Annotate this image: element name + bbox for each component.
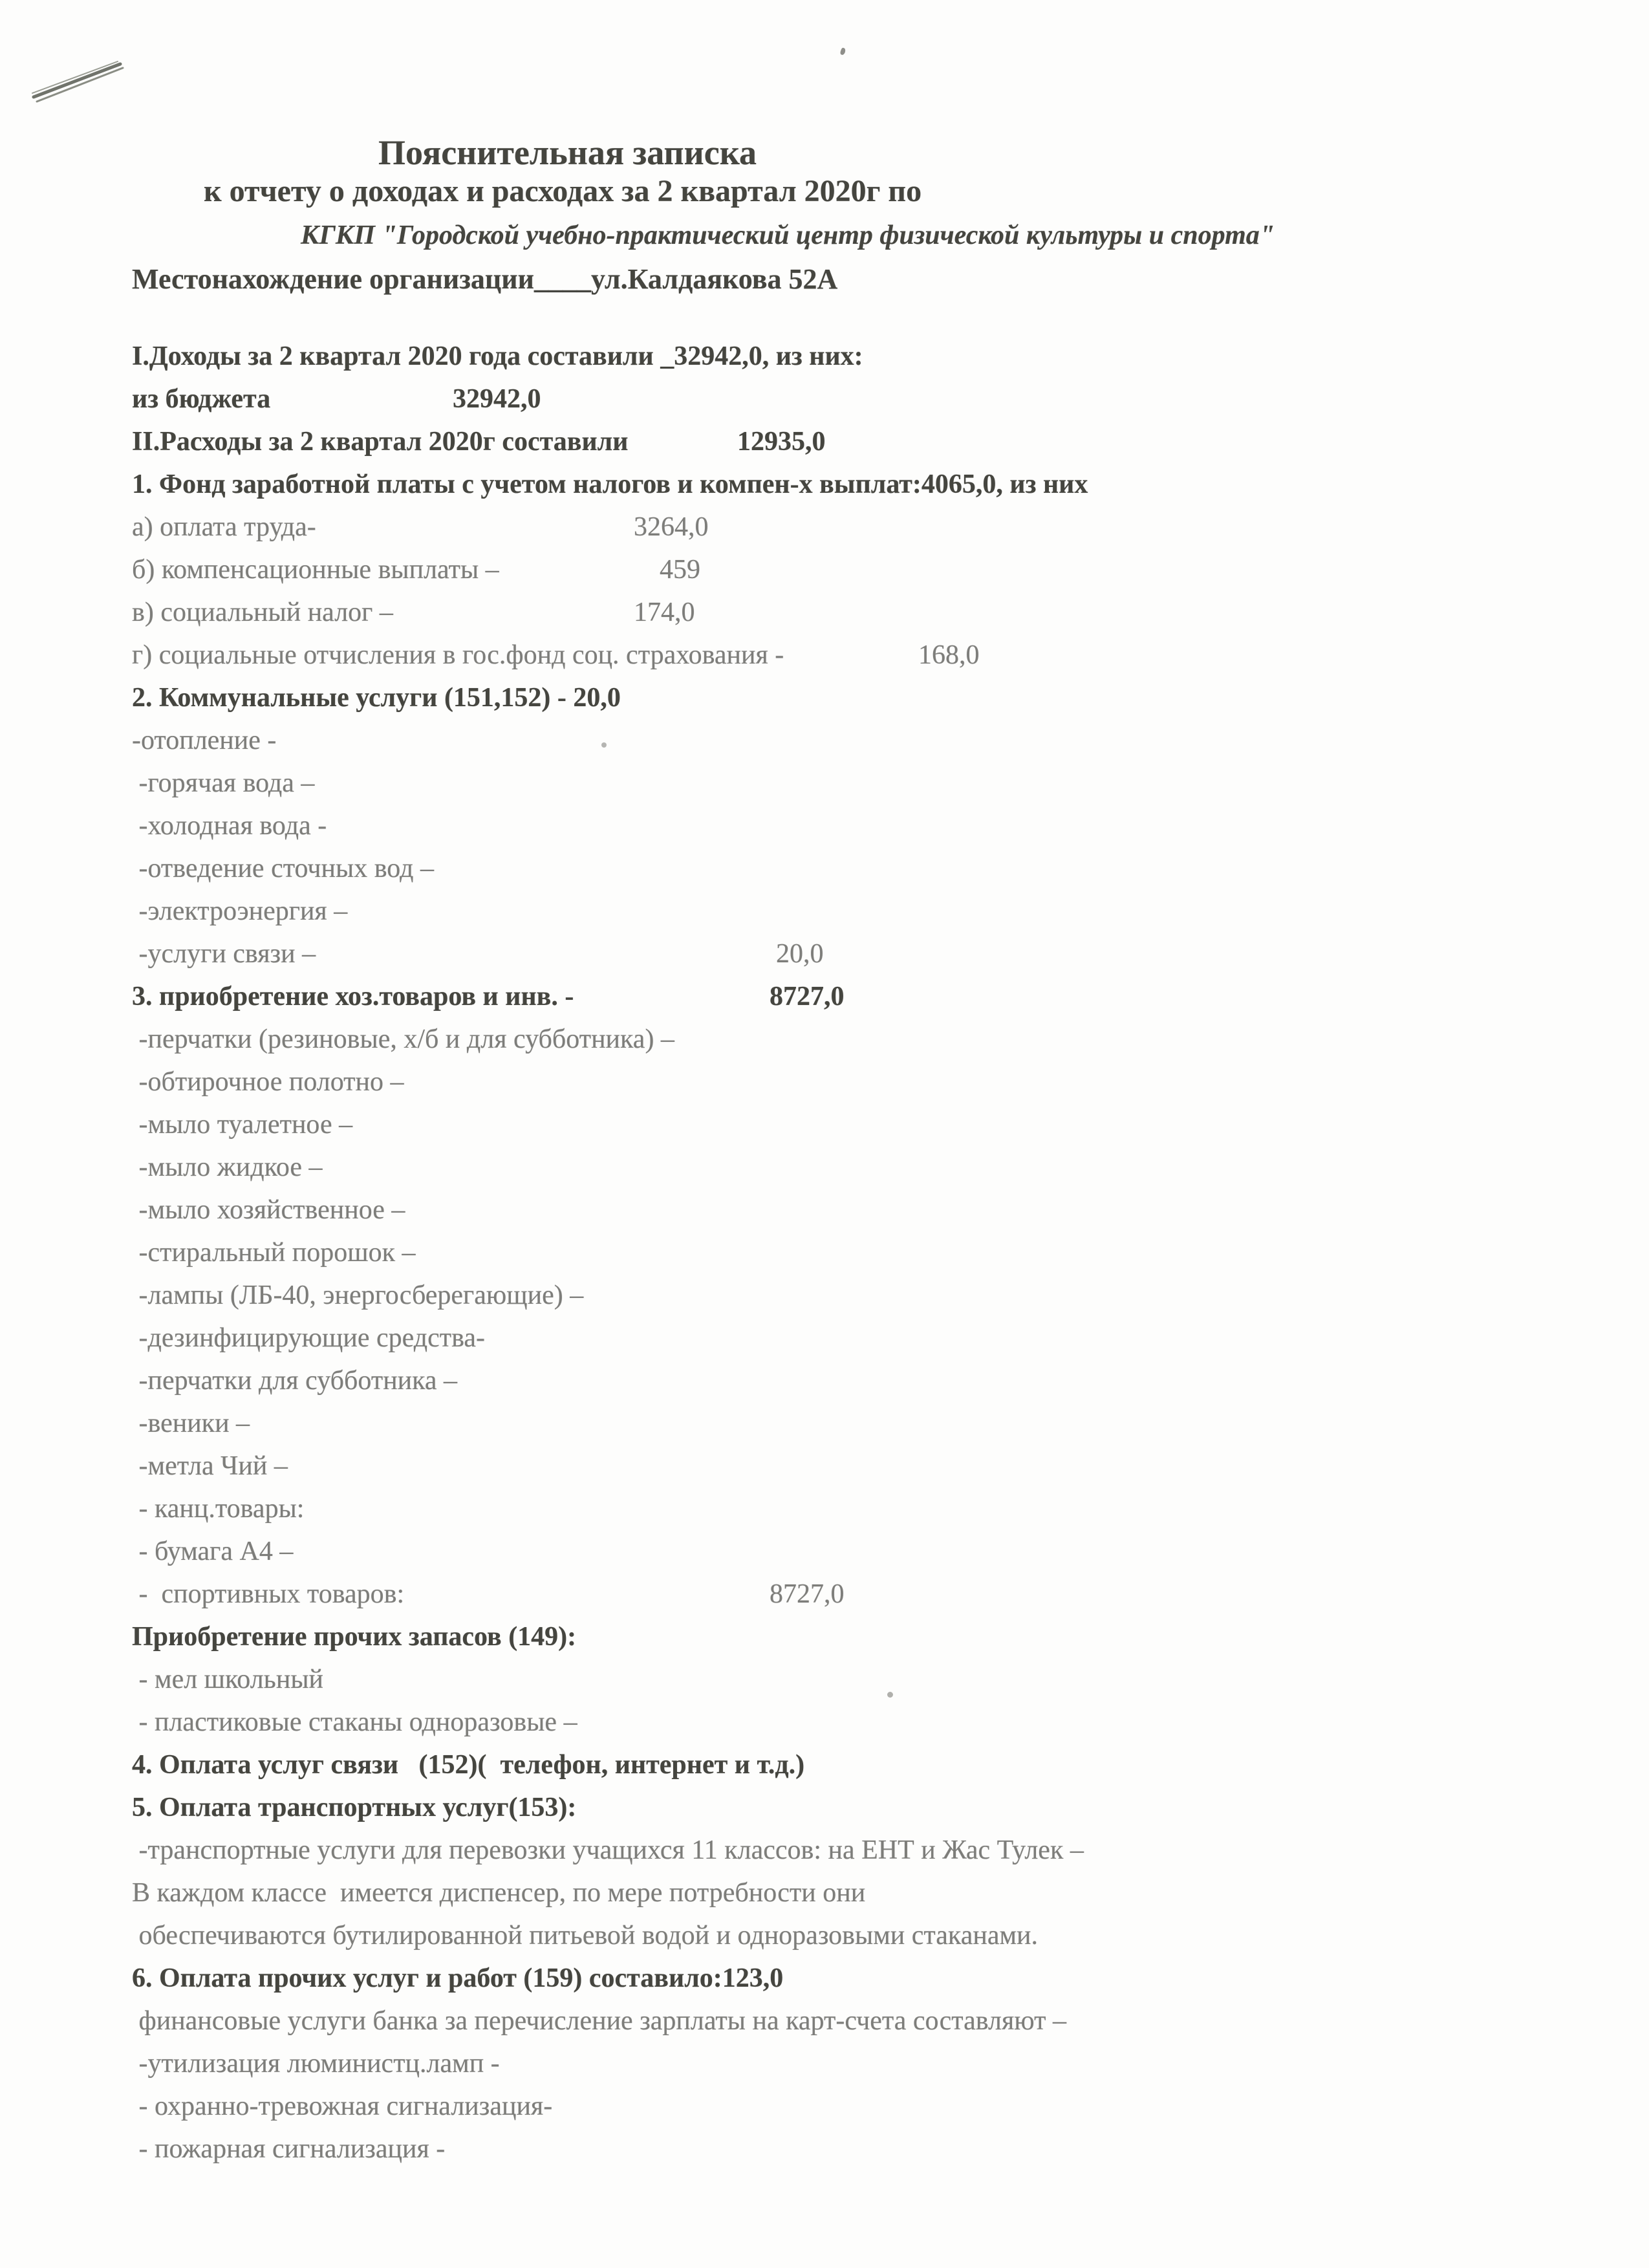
document-line xyxy=(0,1402,1649,1445)
document-line xyxy=(0,1061,1649,1103)
line-text: -перчатки для субботника – xyxy=(132,1366,458,1396)
document-line xyxy=(0,1189,1649,1231)
document-line xyxy=(0,847,1649,890)
line-text: -мыло туалетное – xyxy=(132,1110,353,1139)
line-text: -услуги связи – xyxy=(132,939,316,969)
line-text: - мел школьный xyxy=(132,1665,324,1694)
line-value: 174,0 xyxy=(634,598,695,627)
line-text: 1. Фонд заработной платы с учетом налогов и компен-х выплат:4065,0, из них xyxy=(132,470,1088,499)
line-text: -веники – xyxy=(132,1409,250,1438)
line-text: 3. приобретение хоз.товаров и инв. - xyxy=(132,982,574,1011)
line-text: 4. Оплата услуг связи (152)( телефон, интернет и т.д.) xyxy=(132,1750,805,1780)
line-text: -перчатки (резиновые, х/б и для субботника) – xyxy=(132,1024,674,1054)
line-text: В каждом классе имеется диспенсер, по мере потребности они xyxy=(132,1878,866,1908)
document-title: Пояснительная записка xyxy=(378,133,757,172)
document-line xyxy=(0,1701,1649,1744)
line-text: г) социальные отчисления в гос.фонд соц. страхования - xyxy=(132,640,784,670)
document-line xyxy=(0,1573,1649,1615)
line-text: -лампы (ЛБ-40, энергосберегающие) – xyxy=(132,1280,584,1310)
line-text: -мыло жидкое – xyxy=(132,1152,323,1182)
line-text: из бюджета xyxy=(132,384,271,414)
document-line xyxy=(0,1914,1649,1957)
document-line xyxy=(0,719,1649,762)
document-line xyxy=(0,1872,1649,1914)
line-value: 3264,0 xyxy=(634,512,709,542)
line-text: 2. Коммунальные услуги (151,152) - 20,0 xyxy=(132,683,621,713)
document-line xyxy=(0,378,1649,420)
line-text: 6. Оплата прочих услуг и работ (159) составило:123,0 xyxy=(132,1963,784,1993)
document-line xyxy=(0,1786,1649,1829)
document-line xyxy=(0,1658,1649,1701)
line-text: финансовые услуги банка за перечисление зарплаты на карт-счета составляют – xyxy=(132,2006,1066,2036)
document-line xyxy=(0,1487,1649,1530)
document-line xyxy=(0,805,1649,847)
document-line xyxy=(0,890,1649,933)
document-line xyxy=(0,2042,1649,2085)
document-line xyxy=(0,2085,1649,2128)
line-text: -горячая вода – xyxy=(132,768,315,798)
document-line xyxy=(0,1957,1649,2000)
line-value: 32942,0 xyxy=(453,384,541,414)
line-value: 20,0 xyxy=(776,939,824,969)
document-line xyxy=(0,335,1649,378)
line-value: 168,0 xyxy=(918,640,980,670)
line-text: обеспечиваются бутилированной питьевой водой и одноразовыми стаканами. xyxy=(132,1921,1039,1950)
line-value: 8727,0 xyxy=(770,1579,845,1609)
line-text: б) компенсационные выплаты – xyxy=(132,555,499,585)
document-line xyxy=(0,1530,1649,1573)
line-text: -мыло хозяйственное – xyxy=(132,1195,405,1225)
document-line xyxy=(0,591,1649,634)
document-line xyxy=(0,1274,1649,1317)
document-line xyxy=(0,1018,1649,1061)
line-text: в) социальный налог – xyxy=(132,598,393,627)
document-line xyxy=(0,933,1649,975)
scan-speck xyxy=(839,47,846,56)
document-line xyxy=(0,1146,1649,1189)
line-value: 459 xyxy=(660,555,700,585)
line-text: -транспортные услуги для перевозки учащихся 11 классов: на ЕНТ и Жас Тулек – xyxy=(132,1835,1084,1865)
line-text: II.Расходы за 2 квартал 2020г составили xyxy=(132,427,629,457)
document-line xyxy=(0,975,1649,1018)
line-text: -отопление - xyxy=(132,726,277,755)
document-line xyxy=(0,1359,1649,1402)
line-text: -обтирочное полотно – xyxy=(132,1067,404,1097)
line-text: -электроэнергия – xyxy=(132,896,348,926)
line-text: - канц.товары: xyxy=(132,1494,305,1524)
line-text: -стиральный порошок – xyxy=(132,1238,416,1268)
line-text: Приобретение прочих запасов (149): xyxy=(132,1622,577,1652)
document-line xyxy=(0,2000,1649,2042)
document-line xyxy=(0,1231,1649,1274)
line-text: -утилизация люминистц.ламп - xyxy=(132,2049,500,2079)
line-text: -отведение сточных вод – xyxy=(132,854,434,883)
document-line xyxy=(0,420,1649,463)
document-line xyxy=(0,2128,1649,2170)
line-text: -метла Чий – xyxy=(132,1451,288,1481)
line-text: 5. Оплата транспортных услуг(153): xyxy=(132,1793,577,1822)
organization-address: Местонахождение организации____ул.Калдаякова 52А xyxy=(132,263,838,295)
line-text: а) оплата труда- xyxy=(132,512,316,542)
line-value: 8727,0 xyxy=(770,982,845,1011)
document-line xyxy=(0,1103,1649,1146)
document-line xyxy=(0,506,1649,548)
line-text: I.Доходы за 2 квартал 2020 года составили _32942,0, из них: xyxy=(132,341,863,371)
document-line xyxy=(0,463,1649,506)
document-line xyxy=(0,1445,1649,1487)
document-line xyxy=(0,634,1649,676)
line-text: - бумага А4 – xyxy=(132,1537,294,1566)
document-line xyxy=(0,1615,1649,1658)
document-body xyxy=(0,335,1649,2170)
document-line xyxy=(0,548,1649,591)
line-text: - пластиковые стаканы одноразовые – xyxy=(132,1707,577,1737)
document-subtitle: к отчету о доходах и расходах за 2 квартал 2020г по xyxy=(204,174,922,208)
document-line xyxy=(0,676,1649,719)
pen-stroke-mark xyxy=(0,0,168,142)
line-text: -холодная вода - xyxy=(132,811,327,841)
line-value: 12935,0 xyxy=(737,427,826,457)
line-text: -дезинфицирующие средства- xyxy=(132,1323,485,1353)
document-line xyxy=(0,1744,1649,1786)
line-text: - пожарная сигнализация - xyxy=(132,2134,446,2164)
line-text: - охранно-тревожная сигнализация- xyxy=(132,2091,553,2121)
document-line xyxy=(0,1829,1649,1872)
document-line xyxy=(0,762,1649,805)
line-text: - спортивных товаров: xyxy=(132,1579,405,1609)
document-line xyxy=(0,1317,1649,1359)
organization-name: КГКП "Городской учебно-практический центр физической культуры и спорта" xyxy=(301,221,1275,250)
